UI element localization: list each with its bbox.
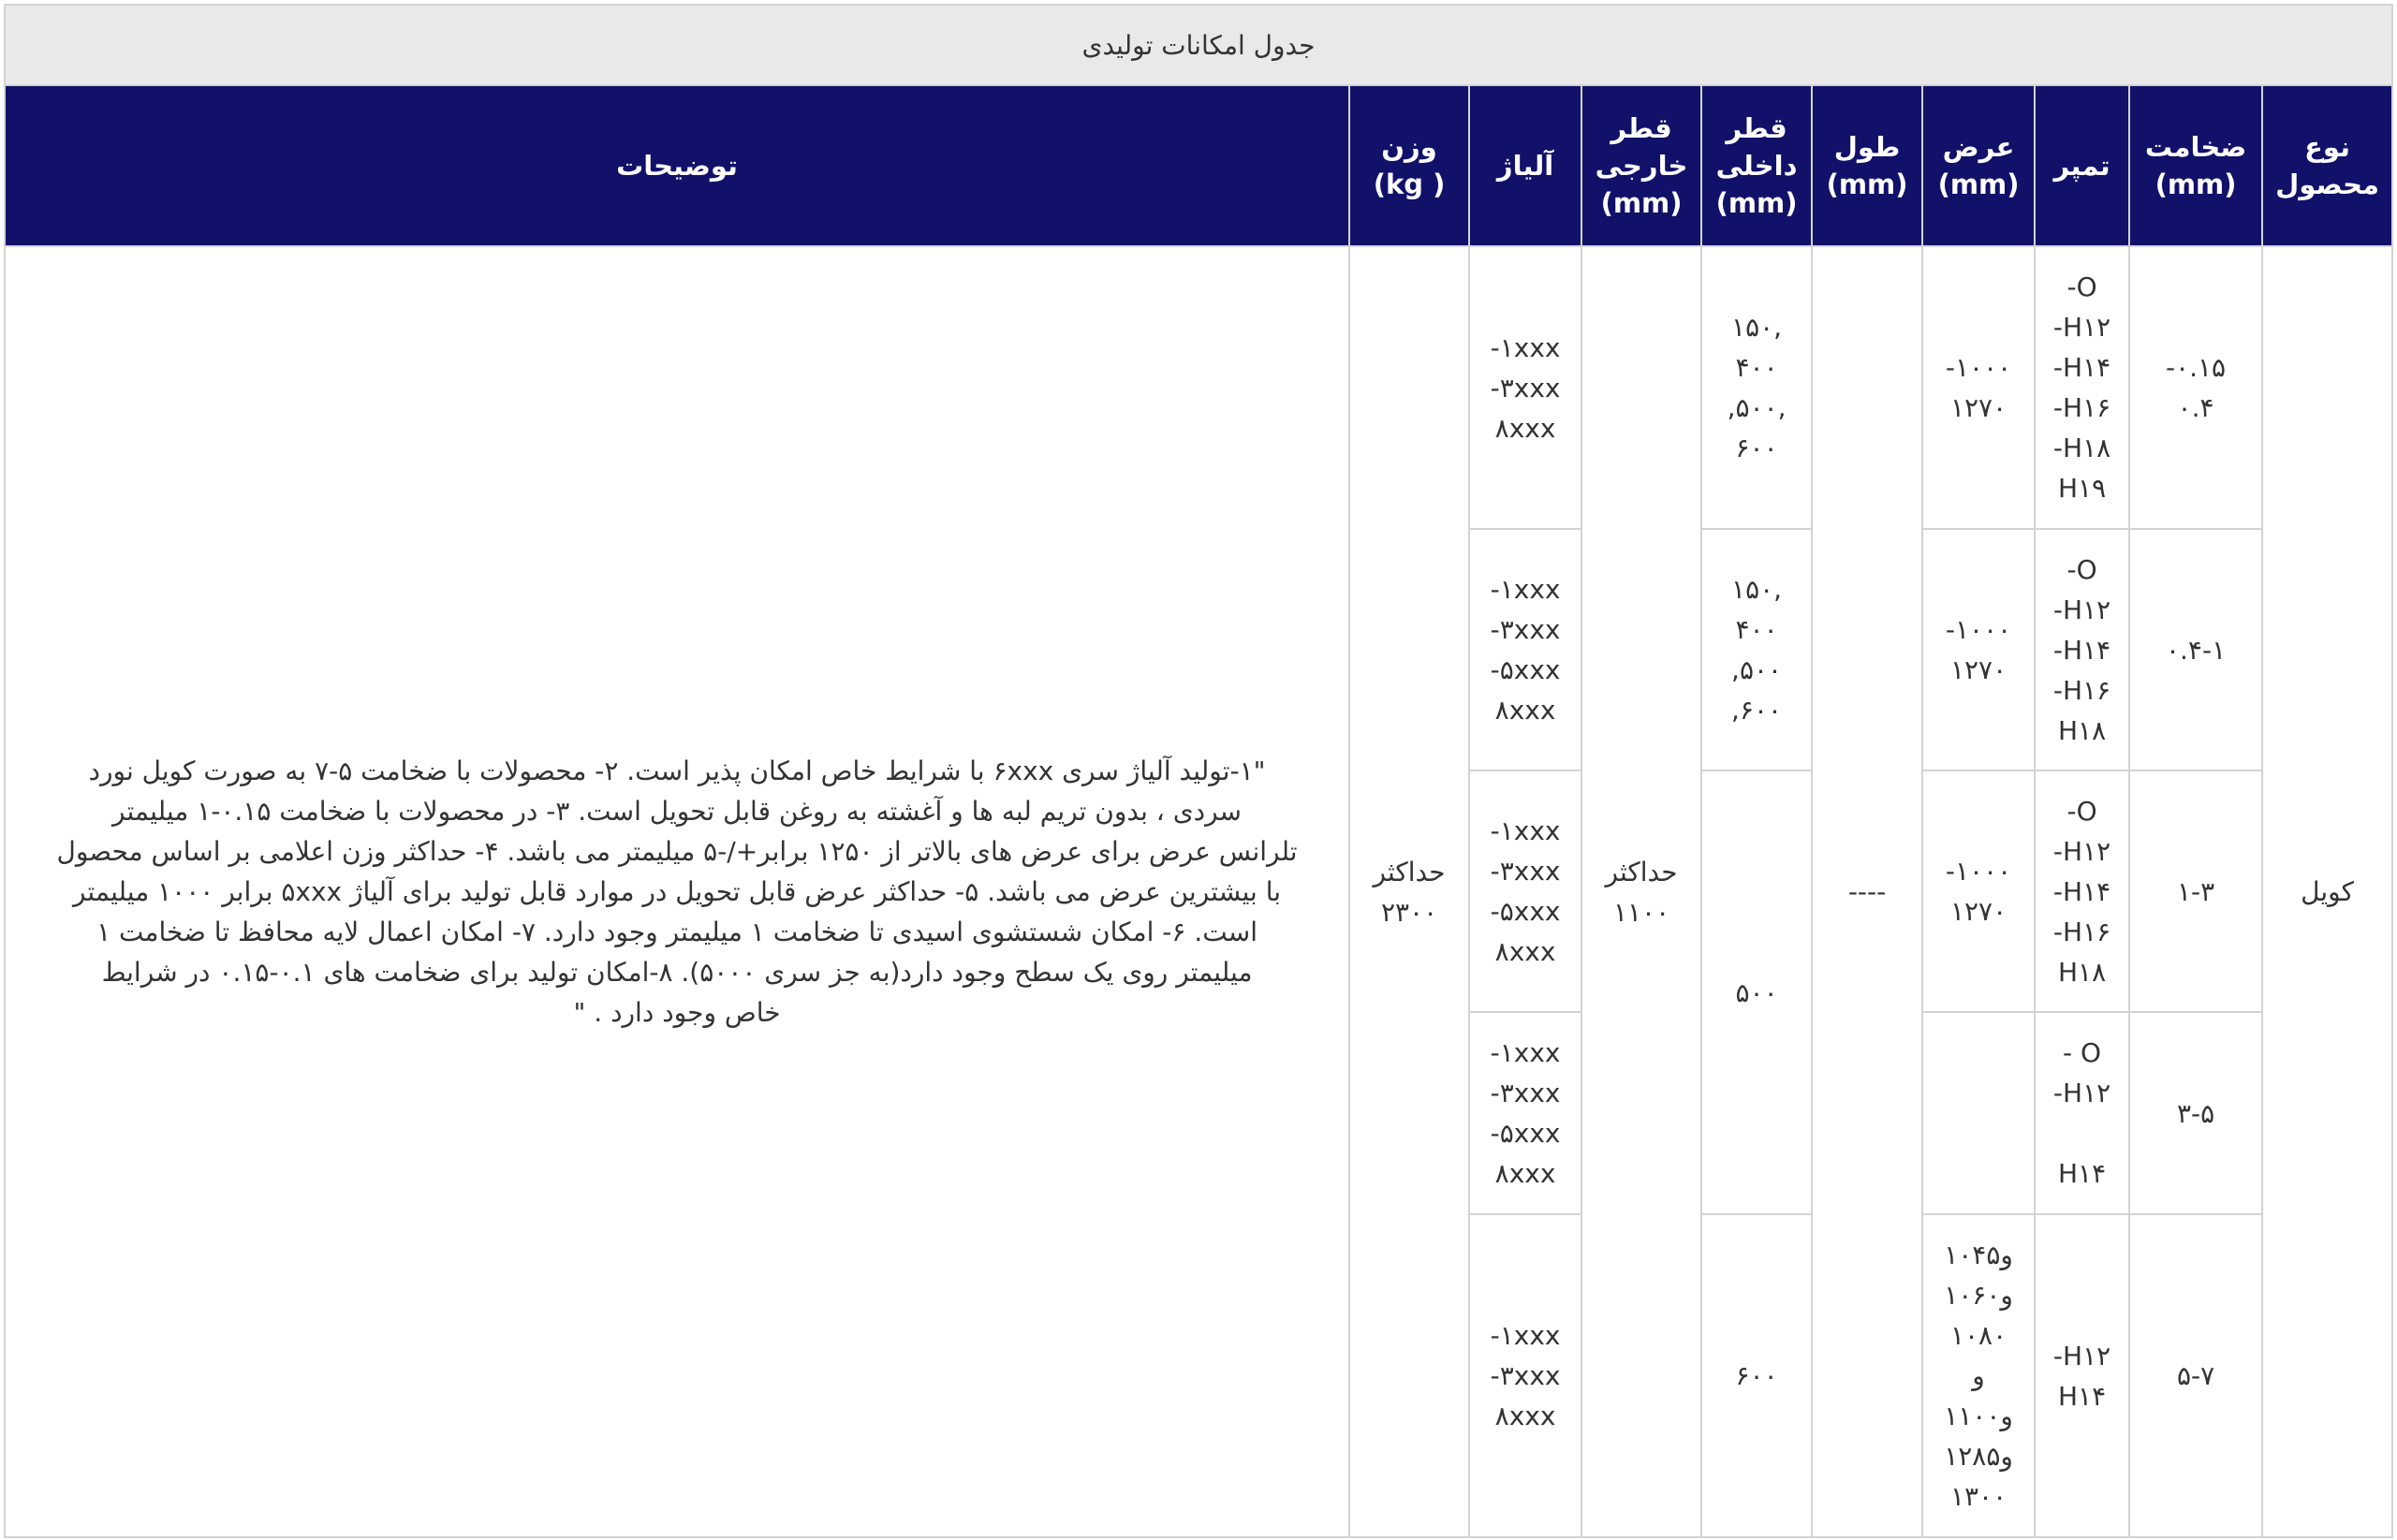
header-thickness: ضخامت (mm)	[2129, 85, 2262, 246]
inner-diameter-cell: ۶۰۰	[1701, 1214, 1812, 1537]
production-capabilities-table-wrapper	[4, 4, 2391, 1538]
description-cell: "۱-تولید آلیاژ سری ۶xxx با شرایط خاص امکان پذیر است. ۲- محصولات با ضخامت ۵-۷ به صورت کویل نورد سردی ، بدون تریم لبه ها و آغشته به روغن قابل تحویل است. ۳- در محصولات با ضخامت ۰.۱۵-۱ میلیمتر تلرانس عرض برای عرض های بالاتر از ۱۲۵۰ برابر+/-۵ میلیمتر می باشد. ۴- حداکثر وزن اعلامی بر اساس محصول با بیشترین عرض می باشد. ۵- حداکثر عرض قابل تحویل در موارد قابل تولید برای آلیاژ ۵xxx برابر ۱۰۰۰ میلیمتر است. ۶- امکان شستشوی اسیدی تا ضخامت ۱ میلیمتر وجود دارد. ۷- امکان اعمال لایه محافظ تا ضخامت ۱ میلیمتر روی یک سطح وجود دارد(به جز سری ۵۰۰۰). ۸-امکان تولید برای ضخامت های ۰.۱-۰.۱۵ در شرایط خاص وجود دارد . "	[5, 246, 1349, 1537]
alloy-cell: ۱xxx- ۳xxx- ۵xxx- ۸xxx	[1469, 1012, 1581, 1214]
alloy-cell: ۱xxx- ۳xxx- ۵xxx- ۸xxx	[1469, 770, 1581, 1012]
inner-diameter-cell: ,۱۵۰ ۴۰۰ ۵۰۰, ۶۰۰,	[1701, 529, 1812, 770]
alloy-cell: ۱xxx- ۳xxx- ۸xxx	[1469, 1214, 1581, 1537]
width-cell: و۱۰۴۵ و۱۰۶۰ ۱۰۸۰ و و۱۱۰۰ و۱۲۸۵ ۱۳۰۰	[1922, 1214, 2035, 1537]
length-cell: ----	[1812, 246, 1922, 1537]
thickness-cell: ۳-۵	[2129, 1012, 2262, 1214]
thickness-cell: ۰.۴-۱	[2129, 529, 2262, 770]
weight-cell: حداکثر ۲۳۰۰	[1349, 246, 1469, 1537]
header-length: طول (mm)	[1812, 85, 1922, 246]
product-type-cell: کویل	[2262, 246, 2392, 1537]
header-temper: تمپر	[2035, 85, 2129, 246]
temper-cell: O- H۱۲- H۱۴- H۱۶- H۱۸- H۱۹	[2035, 246, 2129, 529]
temper-cell: H۱۲- H۱۴	[2035, 1214, 2129, 1537]
temper-cell: O - H۱۲- H۱۴	[2035, 1012, 2129, 1214]
alloy-cell: ۱xxx- ۳xxx- ۵xxx- ۸xxx	[1469, 529, 1581, 770]
thickness-cell: ۰.۱۵- ۰.۴	[2129, 246, 2262, 529]
production-capabilities-table	[4, 4, 2393, 1538]
outer-diameter-cell: حداکثر ۱۱۰۰	[1581, 246, 1701, 1537]
temper-cell: O- H۱۲- H۱۴- H۱۶- H۱۸	[2035, 770, 2129, 1012]
alloy-cell: ۱xxx- ۳xxx- ۸xxx	[1469, 246, 1581, 529]
width-cell: ۱۰۰۰- ۱۲۷۰	[1922, 246, 2035, 529]
thickness-cell: ۵-۷	[2129, 1214, 2262, 1537]
header-outer-diameter: قطر خارجی (mm)	[1581, 85, 1701, 246]
thickness-cell: ۱-۳	[2129, 770, 2262, 1012]
width-cell-empty	[1922, 1012, 2035, 1214]
width-cell: ۱۰۰۰- ۱۲۷۰	[1922, 770, 2035, 1012]
temper-cell: O- H۱۲- H۱۴- H۱۶- H۱۸	[2035, 529, 2129, 770]
header-alloy: آلیاژ	[1469, 85, 1581, 246]
header-description: توضیحات	[5, 85, 1349, 246]
inner-diameter-cell: ۵۰۰	[1701, 770, 1812, 1214]
header-weight: وزن ( kg)	[1349, 85, 1469, 246]
inner-diameter-cell: ,۱۵۰ ۴۰۰ ,۵۰۰, ۶۰۰	[1701, 246, 1812, 529]
header-width: عرض (mm)	[1922, 85, 2035, 246]
header-product-type: نوع محصول	[2262, 85, 2392, 246]
table-caption: جدول امکانات تولیدی	[5, 5, 2392, 85]
header-row	[5, 85, 2392, 246]
table-row	[5, 246, 2392, 529]
header-inner-diameter: قطر داخلی (mm)	[1701, 85, 1812, 246]
width-cell: ۱۰۰۰- ۱۲۷۰	[1922, 529, 2035, 770]
